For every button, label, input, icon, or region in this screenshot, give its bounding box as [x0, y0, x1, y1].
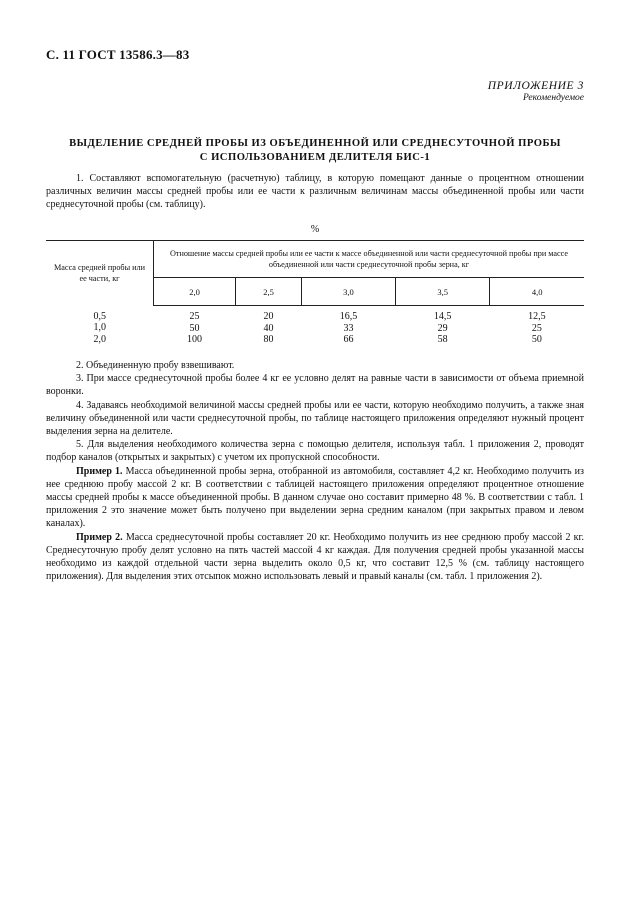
- table-cell: 33: [343, 322, 354, 334]
- table-cell: 25: [531, 322, 542, 334]
- table-cell: 2,0: [93, 333, 106, 345]
- value-column: [396, 306, 490, 347]
- table-cell: 40: [263, 322, 274, 334]
- title-line-1: ВЫДЕЛЕНИЕ СРЕДНЕЙ ПРОБЫ ИЗ ОБЪЕДИНЕННОЙ ИЛИ СРЕДНЕСУТОЧНОЙ ПРОБЫ: [69, 138, 561, 149]
- paragraph-4: 4. Задаваясь необходимой величиной массы средней пробы или ее части, которую необходимо получить, а также зная величину объединенной или части среднесуточной пробы, по таблице настоящего приложения определяют нужный процент выделения зерна на делителе.: [46, 399, 584, 438]
- table-head-mass: Масса средней пробы или ее части, кг: [46, 241, 154, 306]
- table-cell: 58: [437, 334, 448, 345]
- paragraph-3: 3. При массе среднесуточной пробы более 4 кг ее условно делят на равные части в зависимости от объема приемной воронки.: [46, 373, 584, 398]
- example-2: [46, 531, 584, 584]
- table-cell: 14,5: [433, 311, 452, 322]
- paragraphs-body: [46, 359, 584, 583]
- section-title: [46, 137, 584, 165]
- table-cell: 12,5: [528, 311, 546, 322]
- paragraph-1-text: 1. Составляют вспомогательную (расчетную) таблицу, в которую помещают данные о процентном отношении различных величин массы средней пробы или ее части к различным величинам массы объединенной пробы или части среднесуточной пробы (см. таблицу).: [46, 173, 584, 211]
- appendix-status: Рекомендуемое: [522, 93, 584, 103]
- table-cell: 50: [189, 322, 200, 334]
- table-unit: %: [310, 224, 320, 235]
- value-column: [490, 306, 584, 347]
- table-col-head: 2,5: [236, 278, 302, 306]
- table-cell: 20: [263, 311, 274, 322]
- example-1-label: Пример 1.: [76, 465, 123, 477]
- appendix-label: [488, 80, 584, 103]
- value-column: [301, 306, 395, 347]
- title-line-2: С ИСПОЛЬЗОВАНИЕМ ДЕЛИТЕЛЯ БИС-1: [199, 152, 431, 163]
- table-cell: 29: [437, 322, 448, 334]
- example-2-text: Масса среднесуточной пробы составляет 20 кг. Необходимо получить из нее среднюю пробу массой 2 кг. Среднесуточную пробу делят условно на пять частей массой 4 кг каждая. Для получения средней пробы указанной массы необходимо из каждой отдельной части зерна выделить около 0,5 кг, что составит 12,5 % (см. таблицу настоящего приложения). Для выделения этих отсыпок можно использовать левый и правый каналы (см. табл. 1 приложения 2).: [46, 531, 585, 583]
- ratio-table: [46, 240, 584, 347]
- table-cell: 0,5: [93, 310, 106, 322]
- table-cell: 16,5: [339, 311, 358, 322]
- example-1: [46, 465, 584, 531]
- table-cell: 25: [189, 311, 200, 322]
- example-1-text: Масса объединенной пробы зерна, отобранной из автомобиля, составляет 4,2 кг. Необходимо получить из нее среднюю пробу массой 2 кг. В соответствии с таблицей настоящего приложения определяют процентное отношение массы средней пробы к массе объединенной пробы. В данном случае оно составит примерно 48 %. В соответствии с табл. 1 приложения 2 это значение может быть получено при выделении зерна средним каналом (при закрытых правом и левом каналах).: [46, 465, 584, 530]
- value-column: [154, 306, 236, 347]
- paragraph-5: 5. Для выделения необходимого количества зерна с помощью делителя, используя табл. 1 приложения 2, проводят подбор каналов (открытых и закрытых) с учетом их пропускной способности.: [46, 439, 584, 464]
- example-2-label: Пример 2.: [76, 531, 123, 543]
- table-cell: 66: [343, 334, 354, 345]
- table-col-head: 4,0: [490, 278, 584, 306]
- table-body: [46, 306, 584, 347]
- paragraph-2: 2. Объединенную пробу взвешивают.: [76, 360, 235, 371]
- page-header: С. 11 ГОСТ 13586.3—83: [46, 47, 190, 62]
- mass-column: [46, 306, 154, 347]
- table-cell: 100: [187, 334, 203, 345]
- value-column: [236, 306, 302, 347]
- table-head-group: Отношение массы средней пробы или ее части к массе объединенной или части среднесуточной пробы при массе объединенной или части среднесуточной пробы зерна, кг: [154, 241, 585, 278]
- table-cell: 50: [531, 334, 542, 345]
- table-col-head: 2,0: [154, 278, 236, 306]
- table-cell: 80: [263, 334, 274, 345]
- appendix-number: ПРИЛОЖЕНИЕ 3: [487, 80, 584, 92]
- table-cell: 1,0: [93, 322, 106, 334]
- table-col-head: 3,0: [301, 278, 395, 306]
- table-col-head: 3,5: [396, 278, 490, 306]
- paragraph-1: [46, 172, 584, 212]
